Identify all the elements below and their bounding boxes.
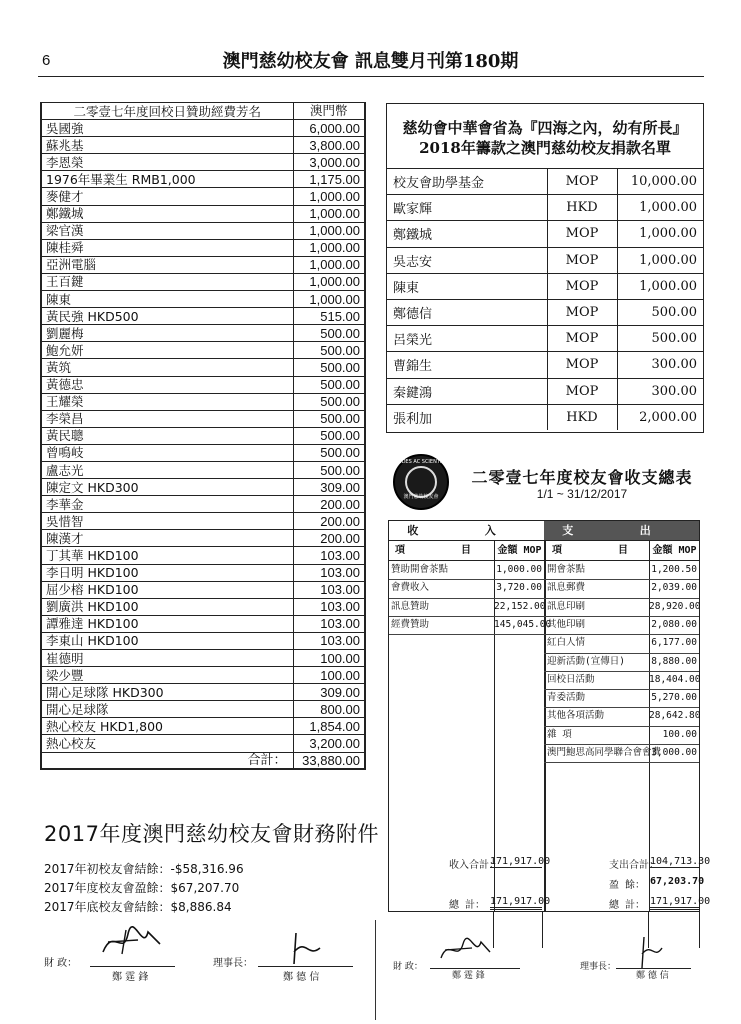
sponsor-amount: 6,000.00 xyxy=(293,120,365,137)
sponsor-amount: 309.00 xyxy=(293,479,365,496)
table-row xyxy=(387,326,703,352)
sponsor-name: 蘇兆基 xyxy=(41,137,293,154)
sponsor-name: 李榮昌 xyxy=(41,410,293,427)
income-col-item: 項 目 xyxy=(389,541,494,561)
sponsor-amount: 103.00 xyxy=(293,615,365,632)
sponsor-amount: 500.00 xyxy=(293,359,365,376)
donor-name: 張利加 xyxy=(387,404,547,430)
sponsor-name: 黃德忠 xyxy=(41,376,293,393)
table-row xyxy=(41,718,365,735)
sponsor-name: 黃民強 HKD500 xyxy=(41,308,293,325)
grand-total-left: 171,917.00 xyxy=(490,896,542,910)
table-row xyxy=(41,479,365,496)
statement-date-range: 1/1 ~ 31/12/2017 xyxy=(536,487,628,501)
sponsor-name: 李華金 xyxy=(41,496,293,513)
expense-amount: 28,920.00 xyxy=(649,600,701,612)
sponsor-amount: 100.00 xyxy=(293,667,365,684)
donor-name: 曹錦生 xyxy=(387,352,547,378)
sponsor-name: 王耀榮 xyxy=(41,393,293,410)
sponsor-amount: 3,800.00 xyxy=(293,137,365,154)
table-row xyxy=(387,247,703,273)
sponsor-table xyxy=(40,102,366,770)
table-row xyxy=(41,735,365,752)
sponsor-name: 李東山 HKD100 xyxy=(41,632,293,649)
statement-title: 二零壹七年度校友會收支總表 xyxy=(471,468,693,487)
table-row xyxy=(41,222,365,239)
table-row xyxy=(387,273,703,299)
table-row xyxy=(41,632,365,649)
sponsor-name: 劉麗梅 xyxy=(41,325,293,342)
chair-label: 理事長： xyxy=(213,958,253,969)
table-row xyxy=(387,195,703,221)
income-item: 會費收入 xyxy=(391,582,430,594)
sponsor-name: 黃筑 xyxy=(41,359,293,376)
sponsor-total-label: 合計： xyxy=(247,752,287,768)
sponsor-total-row xyxy=(41,752,365,769)
income-item: 經費贊助 xyxy=(391,618,430,630)
donor-currency: MOP xyxy=(547,326,617,352)
sponsor-amount: 1,000.00 xyxy=(293,273,365,290)
donor-table xyxy=(387,168,703,430)
sponsor-name: 劉廣洪 HKD100 xyxy=(41,598,293,615)
table-row xyxy=(41,684,365,701)
donor-box xyxy=(386,103,704,433)
donor-amount: 2,000.00 xyxy=(617,404,703,430)
table-row xyxy=(41,427,365,444)
donor-name: 秦鍵鴻 xyxy=(387,378,547,404)
donor-amount: 1,000.00 xyxy=(617,273,703,299)
chair-signature-right xyxy=(636,932,666,972)
table-row xyxy=(41,667,365,684)
donor-currency: MOP xyxy=(547,352,617,378)
page-number: 6 xyxy=(42,52,51,69)
table-row xyxy=(41,650,365,667)
sponsor-name: 開心足球隊 HKD300 xyxy=(41,684,293,701)
row-divider xyxy=(389,579,544,580)
expense-item: 雜 項 xyxy=(547,728,572,740)
sponsor-amount: 1,175.00 xyxy=(293,171,365,188)
donor-amount: 1,000.00 xyxy=(617,195,703,221)
divider xyxy=(375,920,376,1020)
sponsor-amount: 103.00 xyxy=(293,598,365,615)
treasurer-label: 財 政： xyxy=(44,958,78,969)
donor-currency: MOP xyxy=(547,273,617,299)
sponsor-amount: 103.00 xyxy=(293,581,365,598)
sponsor-col-amount: 澳門幣 xyxy=(293,103,365,120)
grand-total-label-left: 總 計： xyxy=(449,900,486,911)
table-row xyxy=(41,598,365,615)
table-row xyxy=(387,352,703,378)
expense-amount: 5,270.00 xyxy=(651,692,697,704)
table-row xyxy=(41,188,365,205)
sponsor-col-name: 二零壹七年度回校日贊助經費芳名 xyxy=(41,103,293,120)
table-row xyxy=(41,513,365,530)
table-row xyxy=(41,547,365,564)
table-row xyxy=(41,615,365,632)
appendix-title: 2017年度澳門慈幼校友會財務附件 xyxy=(44,822,379,846)
income-total-box xyxy=(493,912,543,948)
table-row xyxy=(387,404,703,430)
sponsor-table-header xyxy=(41,103,365,120)
seal-caption: 澳門慈幼校友會 xyxy=(403,494,439,500)
table-row xyxy=(41,256,365,273)
expense-total: 104,713.30 xyxy=(650,856,711,867)
expense-total-label: 支出合計： xyxy=(609,860,659,871)
sponsor-amount: 800.00 xyxy=(293,701,365,718)
table-row xyxy=(41,376,365,393)
sponsor-name: 鮑允妍 xyxy=(41,342,293,359)
sponsor-amount: 500.00 xyxy=(293,410,365,427)
row-divider xyxy=(389,616,544,617)
expense-amount: 100.00 xyxy=(662,728,697,740)
table-row xyxy=(41,410,365,427)
sponsor-name: 鄭鐵城 xyxy=(41,205,293,222)
income-header: 收 入 xyxy=(389,521,544,541)
expense-col-amount: 金額 MOP xyxy=(649,541,699,561)
donor-amount: 500.00 xyxy=(617,299,703,325)
sponsor-amount: 1,000.00 xyxy=(293,239,365,256)
table-row xyxy=(41,291,365,308)
expense-amount: 6,177.00 xyxy=(651,637,697,649)
donor-amount: 300.00 xyxy=(617,352,703,378)
expense-amount: 8,880.00 xyxy=(651,655,697,667)
newsletter-title: 澳門慈幼校友會 訊息雙月刊第180期 xyxy=(222,51,519,72)
table-row xyxy=(41,461,365,478)
sponsor-amount: 103.00 xyxy=(293,564,365,581)
sponsor-name: 梁少豐 xyxy=(41,667,293,684)
table-row xyxy=(41,701,365,718)
donor-amount: 10,000.00 xyxy=(617,169,703,195)
expense-col-item: 項 目 xyxy=(544,541,649,561)
donor-name: 校友會助學基金 xyxy=(387,169,547,195)
donor-currency: MOP xyxy=(547,247,617,273)
table-row xyxy=(41,171,365,188)
sponsor-amount: 515.00 xyxy=(293,308,365,325)
sponsor-amount: 200.00 xyxy=(293,513,365,530)
donor-title-line2: 2018年籌款之澳門慈幼校友捐款名單 xyxy=(419,139,671,157)
table-row xyxy=(41,393,365,410)
treasurer-signature xyxy=(98,922,168,962)
signature-line xyxy=(258,966,353,967)
sponsor-amount: 1,000.00 xyxy=(293,222,365,239)
donor-currency: MOP xyxy=(547,169,617,195)
sponsor-amount: 500.00 xyxy=(293,393,365,410)
chair-label-right: 理事長： xyxy=(580,962,617,972)
grand-total-label-right: 總 計： xyxy=(609,900,646,911)
sponsor-name: 1976年畢業生 RMB1,000 xyxy=(41,171,293,188)
expense-amount: 2,039.00 xyxy=(651,582,697,594)
income-total: 171,917.00 xyxy=(490,856,551,867)
donor-amount: 1,000.00 xyxy=(617,247,703,273)
row-divider xyxy=(544,762,699,763)
sponsor-amount: 309.00 xyxy=(293,684,365,701)
sponsor-name: 陳東 xyxy=(41,291,293,308)
expense-amount: 2,080.00 xyxy=(651,618,697,630)
expense-item: 青委活動 xyxy=(547,692,586,704)
expense-item: 紅白人情 xyxy=(547,637,586,649)
grand-total-right: 171,917.00 xyxy=(650,896,700,910)
sponsor-amount: 500.00 xyxy=(293,325,365,342)
surplus-amount: 67,203.70 xyxy=(650,876,705,887)
row-divider xyxy=(389,634,544,635)
sponsor-name: 丁其華 HKD100 xyxy=(41,547,293,564)
sponsor-amount: 1,000.00 xyxy=(293,256,365,273)
expense-item: 回校日活動 xyxy=(547,673,595,685)
sponsor-amount: 500.00 xyxy=(293,444,365,461)
donor-name: 歐家輝 xyxy=(387,195,547,221)
expense-amount: 1,200.50 xyxy=(651,564,697,575)
expense-header: 支 出 xyxy=(544,521,699,541)
sponsor-name: 麥健才 xyxy=(41,188,293,205)
alumni-seal xyxy=(393,454,449,510)
sponsor-name: 李恩榮 xyxy=(41,154,293,171)
sponsor-amount: 500.00 xyxy=(293,461,365,478)
sponsor-amount: 500.00 xyxy=(293,376,365,393)
donor-amount: 300.00 xyxy=(617,378,703,404)
income-total-label: 收入合計： xyxy=(449,860,499,871)
sponsor-total-amount: 33,880.00 xyxy=(293,752,365,769)
sponsor-amount: 1,000.00 xyxy=(293,291,365,308)
sponsor-amount: 1,854.00 xyxy=(293,718,365,735)
donor-currency: HKD xyxy=(547,404,617,430)
income-item: 訊息贊助 xyxy=(391,600,430,612)
table-row xyxy=(387,221,703,247)
income-expense-table xyxy=(388,520,711,912)
table-row xyxy=(387,299,703,325)
sponsor-name: 李日明 HKD100 xyxy=(41,564,293,581)
sponsor-name: 屈少榕 HKD100 xyxy=(41,581,293,598)
sponsor-amount: 1,000.00 xyxy=(293,205,365,222)
sponsor-name: 曾鳴岐 xyxy=(41,444,293,461)
sponsor-name: 陳漢才 xyxy=(41,530,293,547)
expense-item: 開會茶點 xyxy=(547,564,586,575)
donor-name: 陳東 xyxy=(387,273,547,299)
table-row xyxy=(41,205,365,222)
table-row xyxy=(41,342,365,359)
treasurer-name: 鄭 霆 鋒 xyxy=(112,972,149,983)
sponsor-name: 亞洲電腦 xyxy=(41,256,293,273)
surplus-label: 盈 餘： xyxy=(609,880,646,891)
chair-name: 鄭 德 信 xyxy=(283,972,320,983)
sponsor-name: 吳國強 xyxy=(41,120,293,137)
table-row xyxy=(41,154,365,171)
table-row xyxy=(387,169,703,195)
table-row xyxy=(41,308,365,325)
signature-line xyxy=(90,966,175,967)
donor-currency: MOP xyxy=(547,378,617,404)
expense-item: 迎新活動(宣傳日) xyxy=(547,655,625,667)
table-row xyxy=(41,564,365,581)
sponsor-amount: 100.00 xyxy=(293,650,365,667)
seal-motto: FIDES AC SCIENTIA xyxy=(397,459,445,465)
sponsor-amount: 1,000.00 xyxy=(293,188,365,205)
sponsor-name: 王百鍵 xyxy=(41,273,293,290)
appendix-surplus: 2017年度校友會盈餘：$67,207.70 xyxy=(44,881,240,895)
income-amount: 1,000.00 xyxy=(496,564,542,575)
sponsor-name: 陳定文 HKD300 xyxy=(41,479,293,496)
income-amount: 145,045.00 xyxy=(494,618,552,630)
sponsor-name: 崔德明 xyxy=(41,650,293,667)
treasurer-signature-right xyxy=(436,932,496,968)
income-col-amount: 金額 MOP xyxy=(494,541,544,561)
table-row xyxy=(41,496,365,513)
donor-currency: MOP xyxy=(547,221,617,247)
expense-amount: 18,404.00 xyxy=(649,673,701,685)
donor-currency: HKD xyxy=(547,195,617,221)
sponsor-amount: 500.00 xyxy=(293,342,365,359)
sponsor-name: 吳惜智 xyxy=(41,513,293,530)
sponsor-amount: 3,200.00 xyxy=(293,735,365,752)
table-row xyxy=(41,581,365,598)
donor-title-line1: 慈幼會中華會省為『四海之內，幼有所長』 xyxy=(402,119,688,137)
donor-name: 鄭德信 xyxy=(387,299,547,325)
treasurer-name-right: 鄭 霆 鋒 xyxy=(452,971,485,981)
donor-amount: 500.00 xyxy=(617,326,703,352)
sponsor-name: 陳桂舜 xyxy=(41,239,293,256)
expense-amount: 3,000.00 xyxy=(651,747,697,758)
expense-item: 澳門鮑思高同學聯合會會費 xyxy=(547,747,662,758)
appendix-opening-balance: 2017年初校友會結餘：-$58,316.96 xyxy=(44,862,244,876)
sponsor-amount: 500.00 xyxy=(293,427,365,444)
sponsor-name: 黃民聰 xyxy=(41,427,293,444)
expense-amount: 28,642.80 xyxy=(649,710,701,722)
donor-title xyxy=(387,118,703,158)
donor-name: 吳志安 xyxy=(387,247,547,273)
table-row xyxy=(41,325,365,342)
sponsor-name: 譚雅達 HKD100 xyxy=(41,615,293,632)
sponsor-name: 熱心校友 xyxy=(41,735,293,752)
expense-item: 訊息印刷 xyxy=(547,600,586,612)
sponsor-name: 熱心校友 HKD1,800 xyxy=(41,718,293,735)
table-row xyxy=(41,239,365,256)
table-row xyxy=(41,444,365,461)
income-amount: 22,152.00 xyxy=(494,600,546,612)
expense-item: 訊息郵費 xyxy=(547,582,586,594)
income-item: 贊助開會茶點 xyxy=(391,564,449,575)
donor-name: 呂榮光 xyxy=(387,326,547,352)
sponsor-amount: 200.00 xyxy=(293,530,365,547)
expense-item: 其他各項活動 xyxy=(547,710,605,722)
table-row xyxy=(41,273,365,290)
sponsor-name: 盧志光 xyxy=(41,461,293,478)
sponsor-amount: 200.00 xyxy=(293,496,365,513)
appendix-closing-balance: 2017年底校友會結餘：$8,886.84 xyxy=(44,900,232,914)
chair-name-right: 鄭 德 信 xyxy=(636,971,669,981)
sponsor-amount: 103.00 xyxy=(293,547,365,564)
sponsor-amount: 103.00 xyxy=(293,632,365,649)
table-row xyxy=(41,530,365,547)
sponsor-name: 開心足球隊 xyxy=(41,701,293,718)
table-row xyxy=(41,120,365,137)
table-row xyxy=(387,378,703,404)
income-amount: 3,720.00 xyxy=(496,582,542,594)
header-rule xyxy=(38,76,704,77)
sponsor-name: 梁官漢 xyxy=(41,222,293,239)
table-row xyxy=(41,359,365,376)
donor-currency: MOP xyxy=(547,299,617,325)
row-divider xyxy=(389,598,544,599)
donor-amount: 1,000.00 xyxy=(617,221,703,247)
table-row xyxy=(41,137,365,154)
donor-name: 鄭鐵城 xyxy=(387,221,547,247)
sponsor-amount: 3,000.00 xyxy=(293,154,365,171)
chair-signature xyxy=(286,928,326,968)
treasurer-label-right: 財 政： xyxy=(393,962,423,972)
expense-item: 其他印刷 xyxy=(547,618,586,630)
